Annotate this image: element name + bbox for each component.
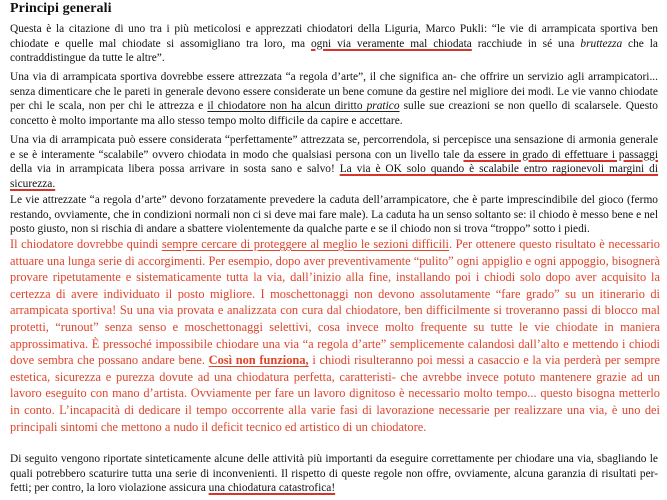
paragraph-quote [10,22,658,66]
p6-text-a: Di seguito vengono riportate sinteticamente alcune delle attività più importanti da eseguire correttamente per chiodare una via, sbagliando le quali potrebbero scaturire tutta una serie di inconvenienti. Il rispetto di queste regole non offre, ovviamente, alcuna garanzia di risultati per- fetti; per contro, la loro violazione assicura [10,453,658,495]
p1-underlined: ogni via veramente mal chiodata [310,37,472,50]
section-title: Principi generali [10,1,112,16]
p5-bold: Così non funziona, [208,353,309,368]
p3-underlined-1: da essere in grado di effettuare i passaggi [463,148,659,161]
p2-text-a: Una via di arrampicata sportiva dovrebbe essere attrezzata “a regola d’arte”, il che significa an- che offrire un servizio agli arrampicatori... senza dimenticare che le pareti in generale devono essere considerate un bene comune da gestire nel migliore dei modi. Le vie vanno chiodate per chi le scala, non per chi le attrezza e [10,71,658,113]
p2-italic: pratico [366,100,400,113]
p3-text-b: della via in arrampicata libera possa arrivare in sosta sano e salvo! [10,163,340,176]
paragraph-falling [10,193,658,237]
p1-text-b: racchiude in sé una [471,37,581,50]
p1-text-c: che la contraddistingue da tutte le altre”. [10,37,658,65]
p1-text-a: Questa è la citazione di uno tra i più meticolosi e apprezzati chiodatori della Liguria, Marco Pukli: “le vie di arrampicata sportiva ben chiodate e quelle mal chiodate si assomigliano tra loro, ma [10,23,658,50]
paragraph-summary [10,452,658,496]
p3-text-a: Una via di arrampicata può essere considerata “perfettamente” attrezzata se, percorrendola, si percepisce una sensazione di armonia generale e se è interamente “scalabile” ovvero chiodata in modo che qualsiasi persona con un livello tale [10,134,658,161]
paragraph-perfectly-equipped [10,133,658,191]
paragraph-highlighted [10,236,660,435]
p5-text-a: Il chiodatore dovrebbe quindi [10,237,162,251]
paragraph-rule-of-art [10,70,658,128]
p2-underlined: il chiodatore non ha alcun diritto [207,100,367,113]
p6-underlined: una chiodatura catastrofica! [208,482,336,495]
p5-text-c: i chiodi risulteranno poi messi a casaccio e la via perderà per sempre estetica, sicurezza e purezza dovute ad una chiodatura perfetta, caratteristi- che avrebbe invece potuto mantenere grazie ad un lavoro eseguito con mano d’artista. Ovviamente per fare un lavoro dignitoso è necessario molto tempo... questo bisogna metterlo in conto. L’incapacità di dedicare il tempo occorrente alla varie fasi di lavorazione necessarie per realizzare una via, è uno dei principali sintomi che mettono a nudo il deficit tecnico ed artistico di un chiodatore. [10,353,661,434]
p2-text-c: sulle sue creazioni se non quello di scalarsele. Questo concetto è molto importante ma allo stesso tempo molto difficile da capire e accettare. [10,100,658,127]
p1-italic: bruttezza [580,37,623,50]
p3-underlined-2: La via è OK solo quando è scalabile entro ragionevoli margini di sicurezza. [10,163,658,190]
p5-text-b: . Per ottenere questo risultato è necessario attuare una lunga serie di accorgimenti. Per esempio, dopo aver preventivamente “pulito” ogni appiglio e ogni appoggio, bisognerà provare ripetutamente e sistematicamente tutta la via, dall’inizio alla fine, installando poi i chiodi solo dopo aver acquisito la certezza di avere individuato il posto migliore. I moschettonaggi non devono assolutamente “fare grado” su un itinerario di arrampicata sportiva! Su una via provata e analizzata con cura dal chiodatore, ben difficilmente si troveranno passi di blocco mal protetti, “runout” senza senso e moschettonaggi selettivi, cosa invece molto frequente su tutte le vie chiodate in maniera approssimativa. È pressoché impossibile chiodare una via “a regola d’arte” semplicemente calandosi dall’alto e mettendo i chiodi dove sembra che possano andare bene. [10,237,660,368]
p5-underlined: sempre cercare di proteggere al meglio le sezioni difficili [161,237,449,251]
p4-text-a: Le vie attrezzate “a regola d’arte” devono forzatamente prevedere la caduta dell’arrampicatore, che è parte imprescindibile del gioco (fermo restando, ovviamente, che in condizioni normali non ci si deve mai fare male). La caduta ha un senso soltanto se: il chiodo è messo bene e nel posto giusto, non si rischia di andare a sbattere violentemente da qualche parte e se il chiodo non si trova “troppo” sotto i piedi. [10,194,658,236]
